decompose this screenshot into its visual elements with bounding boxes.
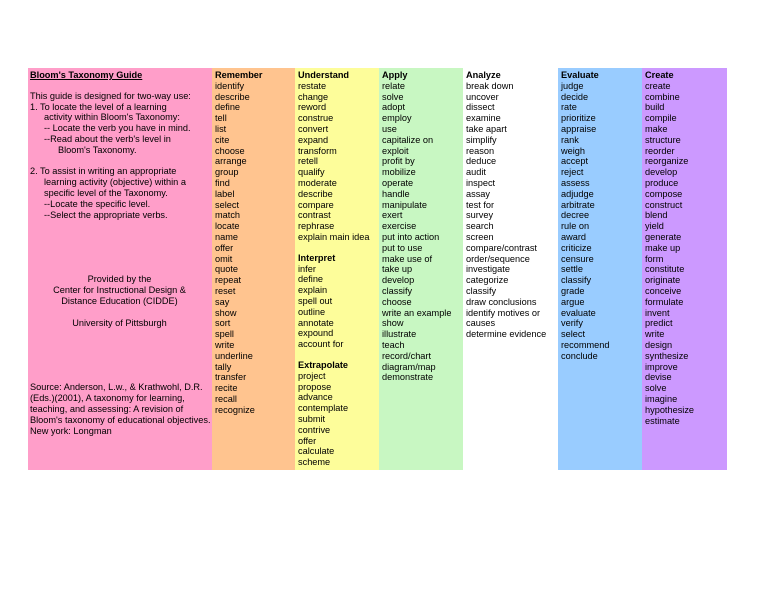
source-line: (Eds.)(2001), A taxonomy for learning, [30,393,185,404]
verb-item: cite [215,134,230,145]
verb-item: tell [215,113,227,124]
verb-item: define [298,274,324,285]
guide-item1-line: Bloom's Taxonomy. [58,144,137,155]
verb-item: determine evidence [466,329,547,340]
verb-item: originate [645,275,681,286]
verb-item: exercise [382,221,417,232]
verb-item: underline [215,350,253,361]
verb-item: conceive [645,285,682,296]
verb-item: change [298,91,329,102]
verb-item: profit by [382,156,415,167]
verb-item: show [382,318,404,329]
verb-item: compare [298,199,334,210]
verb-item: transfer [215,372,247,383]
source-line: teaching, and assessing: A revision of [30,403,184,414]
apply-header: Apply [382,70,408,80]
verb-item: arbitrate [561,199,595,210]
verb-item: constitute [645,264,685,275]
guide-column [28,68,212,470]
guide-item1-line: activity within Bloom's Taxonomy: [44,112,180,123]
verb-item: causes [466,318,496,329]
extrapolate-verbs [298,371,376,468]
verb-item: construct [645,199,683,210]
verb-item: rate [561,102,577,113]
verb-item: select [561,329,586,340]
verb-item: label [215,188,235,199]
verb-item: write [645,329,665,340]
verb-item: repeat [215,275,242,286]
verb-item: mobilize [382,167,416,178]
verb-item: audit [466,167,486,178]
source-line: New york: Longman [30,425,112,436]
verb-item: recall [215,393,237,404]
verb-item: take apart [466,123,507,134]
verb-item: classify [561,275,592,286]
verb-item: propose [298,381,332,392]
verb-item: weigh [561,145,586,156]
verb-item: explain [298,285,328,296]
verb-item: settle [561,264,583,275]
verb-item: predict [645,318,673,329]
verb-item: employ [382,113,412,124]
verb-item: use [382,123,397,134]
verb-item: reorganize [645,156,689,167]
verb-item: build [645,102,665,113]
verb-item: produce [645,177,679,188]
verb-item: criticize [561,242,592,253]
verb-item: evaluate [561,307,596,318]
verb-item: simplify [466,134,497,145]
verb-item: recommend [561,339,610,350]
verb-item: categorize [466,275,509,286]
verb-item: find [215,177,230,188]
verb-item: advance [298,392,333,403]
guide-item1-line: 1. To locate the level of a learning [30,101,167,112]
verb-item: verify [561,318,583,329]
verb-item: qualify [298,167,325,178]
verb-item: investigate [466,264,510,275]
verb-item: expand [298,134,329,145]
verb-item: rephrase [298,221,335,232]
verb-item: relate [382,80,405,91]
verb-item: create [645,80,671,91]
guide-item2-line: specific level of the Taxonomy. [44,187,168,198]
provided-line: Provided by the [87,274,152,285]
remember-verbs [215,81,292,416]
verb-item: reason [466,145,495,156]
verb-item: yield [645,221,664,232]
verb-item: adopt [382,102,405,113]
verb-item: moderate [298,177,337,188]
verb-item: put into action [382,231,440,242]
create-header: Create [645,70,674,80]
verb-item: imagine [645,393,678,404]
verb-item: exploit [382,145,409,156]
verb-item: generate [645,231,682,242]
verb-item: infer [298,263,316,274]
verb-item: recognize [215,404,255,415]
verb-item: tally [215,361,232,372]
verb-item: synthesize [645,350,689,361]
verb-item: appraise [561,123,597,134]
verb-item: quote [215,264,238,275]
verb-item: outline [298,306,326,317]
verb-item: conclude [561,350,598,361]
verb-item: reset [215,285,236,296]
understand-verbs [298,81,376,243]
extrapolate-header: Extrapolate [298,359,349,370]
verb-item: list [215,123,227,134]
verb-item: grade [561,285,585,296]
verb-item: prioritize [561,113,596,124]
verb-item: identify [215,80,245,91]
verb-item: compose [645,188,683,199]
verb-item: draw conclusions [466,296,537,307]
verb-item: make [645,123,668,134]
guide-title: Bloom's Taxonomy Guide [30,70,143,80]
provided-line: Distance Education (CIDDE) [61,295,178,306]
guide-item2-line: 2. To assist in writing an appropriate [30,166,177,177]
verb-item: compile [645,113,677,124]
interpret-verbs [298,264,376,350]
verb-item: classify [382,285,413,296]
evaluate-header: Evaluate [561,70,599,80]
remember-column [212,68,295,470]
verb-item: decree [561,210,590,221]
verb-item: write an example [382,307,452,318]
verb-item: diagram/map [382,361,436,372]
verb-item: judge [561,80,584,91]
verb-item: spell out [298,295,333,306]
verb-item: show [215,307,237,318]
verb-item: assay [466,188,491,199]
verb-item: omit [215,253,233,264]
verb-item: invent [645,307,670,318]
verb-item: argue [561,296,585,307]
verb-item: submit [298,413,326,424]
verb-item: annotate [298,317,334,328]
verb-item: transform [298,145,337,156]
verb-item: offer [215,242,234,253]
guide-item1-line: --Read about the verb's level in [44,133,171,144]
verb-item: combine [645,91,680,102]
verb-item: account for [298,339,344,350]
verb-item: test for [466,199,495,210]
verb-item: capitalize on [382,134,434,145]
verb-item: make use of [382,253,433,264]
verb-item: reword [298,102,327,113]
verb-item: classify [466,285,497,296]
verb-item: solve [645,383,667,394]
interpret-header: Interpret [298,252,336,263]
verb-item: select [215,199,240,210]
guide-item2-line: --Locate the specific level. [44,198,151,209]
evaluate-verbs [561,81,639,362]
verb-item: group [215,167,239,178]
verb-item: form [645,253,664,264]
verb-item: describe [215,91,250,102]
university-line: University of Pittsburgh [72,317,167,328]
verb-item: say [215,296,230,307]
verb-item: break down [466,80,514,91]
verb-item: design [645,339,673,350]
provided-line: Center for Instructional Design & [53,285,186,296]
analyze-header: Analyze [466,70,501,80]
verb-item: convert [298,123,329,134]
verb-item: locate [215,221,240,232]
verb-item: make up [645,242,681,253]
understand-header: Understand [298,70,350,80]
remember-header: Remember [215,70,263,80]
verb-item: name [215,231,238,242]
verb-item: recite [215,383,238,394]
verb-item: compare/contrast [466,242,537,253]
verb-item: dissect [466,102,495,113]
verb-item: write [215,339,235,350]
verb-item: develop [645,167,678,178]
verb-item: structure [645,134,681,145]
verb-item: assess [561,177,590,188]
verb-item: rule on [561,221,590,232]
verb-item: put to use [382,242,423,253]
verb-item: survey [466,210,494,221]
verb-item: take up [382,264,413,275]
verb-item: deduce [466,156,497,167]
verb-item: match [215,210,241,221]
verb-item: reject [561,167,584,178]
verb-item: offer [298,435,317,446]
verb-item: arrange [215,156,247,167]
verb-item: identify motives or [466,307,541,318]
verb-item: scheme [298,457,331,468]
verb-item: restate [298,80,327,91]
verb-item: contrive [298,424,331,435]
verb-item: choose [215,145,245,156]
verb-item: spell [215,329,234,340]
verb-item: adjudge [561,188,594,199]
verb-item: illustrate [382,329,417,340]
verb-item: handle [382,188,410,199]
understand-column [295,68,379,470]
verb-item: search [466,221,494,232]
verb-item: estimate [645,415,680,426]
verb-item: examine [466,113,501,124]
verb-item: contemplate [298,403,349,414]
verb-item: screen [466,231,494,242]
create-verbs [645,81,724,427]
verb-item: explain main idea [298,231,370,242]
verb-item: exert [382,210,403,221]
verb-item: manipulate [382,199,427,210]
verb-item: decide [561,91,589,102]
analyze-verbs [466,81,555,340]
create-column [642,68,727,470]
verb-item: expound [298,328,334,339]
verb-item: calculate [298,446,335,457]
verb-item: record/chart [382,350,432,361]
verb-item: accept [561,156,589,167]
verb-item: devise [645,372,672,383]
apply-column [379,68,463,470]
apply-verbs [382,81,460,383]
verb-item: sort [215,318,231,329]
guide-item2-line: learning activity (objective) within a [44,177,186,188]
verb-item: censure [561,253,594,264]
verb-item: develop [382,275,415,286]
verb-item: reorder [645,145,675,156]
analyze-column [463,68,558,470]
verb-item: contrast [298,210,331,221]
guide-item1-line: -- Locate the verb you have in mind. [44,123,191,134]
source-line: Bloom's taxonomy of educational objectives. [30,414,211,425]
verb-item: order/sequence [466,253,530,264]
verb-item: formulate [645,296,684,307]
verb-item: demonstrate [382,372,434,383]
verb-item: award [561,231,587,242]
verb-item: solve [382,91,404,102]
verb-item: construe [298,113,334,124]
verb-item: choose [382,296,412,307]
verb-item: describe [298,188,333,199]
verb-item: inspect [466,177,496,188]
verb-item: project [298,370,326,381]
verb-item: operate [382,177,414,188]
source-line: Source: Anderson, L.w., & Krathwohl, D.R. [30,382,203,393]
verb-item: rank [561,134,579,145]
evaluate-column [558,68,642,470]
verb-item: define [215,102,241,113]
verb-item: teach [382,339,405,350]
verb-item: hypothesize [645,404,695,415]
guide-intro: This guide is designed for two-way use: [30,90,191,101]
guide-item2-line: --Select the appropriate verbs. [44,209,168,220]
verb-item: uncover [466,91,499,102]
verb-item: blend [645,210,668,221]
verb-item: retell [298,156,318,167]
verb-item: improve [645,361,678,372]
